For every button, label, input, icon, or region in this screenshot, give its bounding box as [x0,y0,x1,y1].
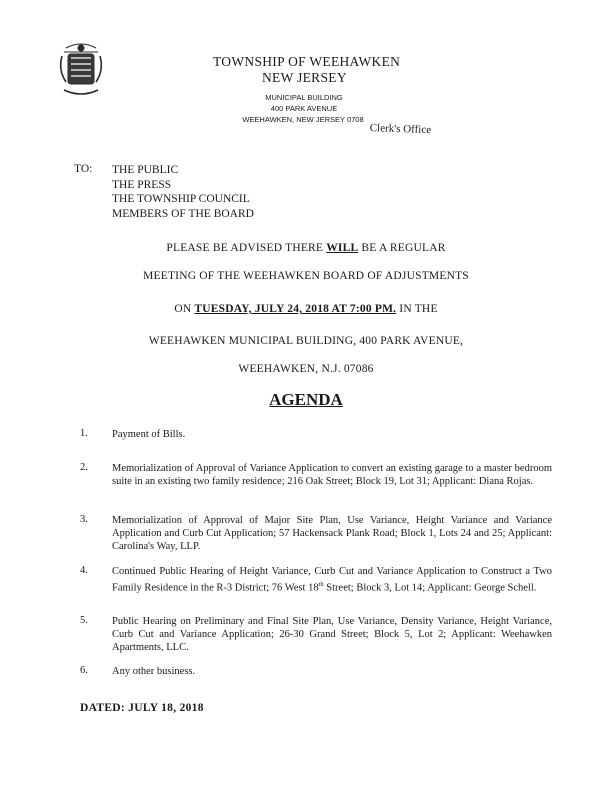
agenda-title: AGENDA [269,390,343,409]
recipient-list [112,163,254,221]
dated-line: DATED: JULY 18, 2018 [80,702,204,714]
notice-line-3: ON TUESDAY, JULY 24, 2018 AT 7:00 PM. IN THE [174,303,438,315]
item-number: 3. [80,514,88,525]
notice-line-4: WEEHAWKEN MUNICIPAL BUILDING, 400 PARK AVENUE, [148,335,464,347]
recipient: THE TOWNSHIP COUNCIL [112,193,250,206]
address-line-1: MUNICIPAL BUILDING [265,93,343,102]
item-number: 4. [80,565,88,576]
agenda-item: Public Hearing on Preliminary and Final Site Plan, Use Variance, Density Variance, Height Variance, Curb Cut and Variance Application; 26-30 Grand Street; Block 5, Lot 2; Applicant: Weehawken Apartments, LLC. [112,616,552,654]
emphasis-will: WILL [326,242,359,254]
item-number: 6. [80,665,88,676]
notice-line-2: MEETING OF THE WEEHAWKEN BOARD OF ADJUSTMENTS [143,270,469,282]
agenda-item: Continued Public Hearing of Height Variance, Curb Cut and Variance Application to Construct a Two Family Residence in the R-3 District; 76 West 18th Street; Block 3, Lot 14; Applicant: George Schell. [112,566,552,594]
to-label: TO: [74,163,93,175]
recipient: MEMBERS OF THE BOARD [112,207,254,220]
recipient: THE PUBLIC [112,164,179,176]
state-title: NEW JERSEY [262,70,347,85]
item-number: 1. [80,428,88,439]
agenda-item: Memorialization of Approval of Variance Application to convert an existing garage to a master bedroom suite in an existing two family residence; 216 Oak Street; Block 19, Lot 31; Applicant: Diana Rojas. [112,463,552,488]
notice-line-5: WEEHAWKEN, N.J. 07086 [238,363,374,375]
agenda-item: Any other business. [112,666,196,677]
address-line-3: WEEHAWKEN, NEW JERSEY 0708 [242,115,364,124]
township-title: TOWNSHIP OF WEEHAWKEN [213,54,401,69]
agenda-item: Payment of Bills. [112,429,186,440]
recipient: THE PRESS [112,178,172,191]
agenda-item: Memorialization of Approval of Major Site Plan, Use Variance, Height Variance and Variance Application and Curb Cut Application; 57 Hackensack Plank Road; Block 1, Lots 24 and 25; Applicant: Carolina's Way, LLP. [112,515,552,553]
clerk-office-note: Clerk's Office [369,122,432,137]
address-line-2: 400 PARK AVENUE [270,104,338,113]
item-number: 5. [80,615,88,626]
notice-line-1: PLEASE BE ADVISED THERE WILL BE A REGULAR [166,242,446,254]
township-seal [56,40,106,98]
item-number: 2. [80,462,88,473]
meeting-date: TUESDAY, JULY 24, 2018 AT 7:00 PM. [194,303,397,315]
